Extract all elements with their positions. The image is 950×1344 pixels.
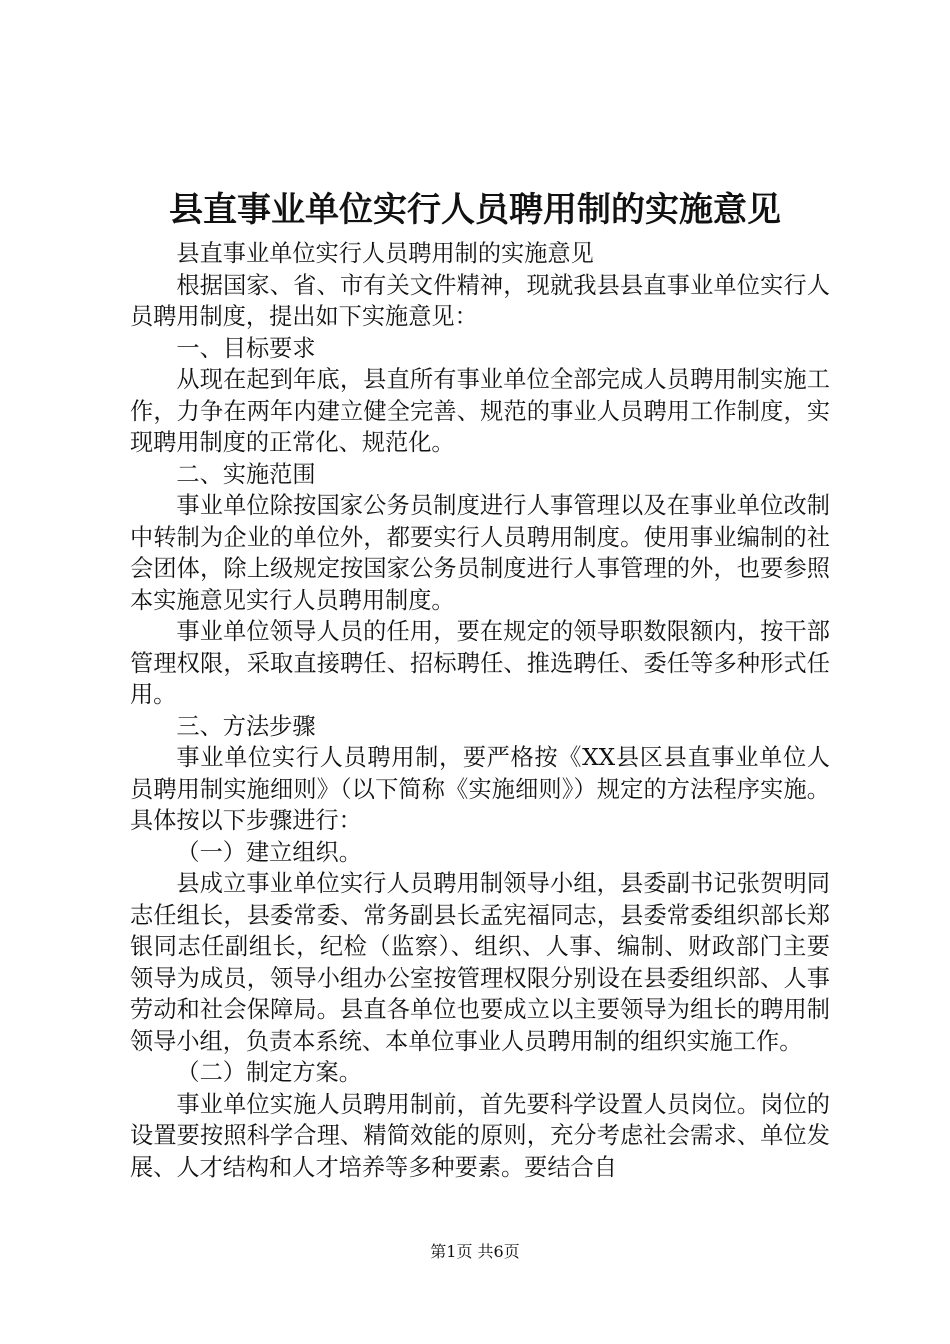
subsection-heading-plan: （二）制定方案。	[176, 1059, 362, 1086]
paragraph-goals: 从现在起到年底，县直所有事业单位全部完成人员聘用制实施工作，力争在两年内建立健全完善、规范的事业人员聘用工作制度，实现聘用制度的正常化、规范化。	[130, 366, 830, 456]
paragraph-scope: 事业单位除按国家公务员制度进行人事管理以及在事业单位改制中转制为企业的单位外，都要实行人员聘用制度。使用事业编制的社会团体，除上级规定按国家公务员制度进行人事管理的外，也要参照本实施意见实行人员聘用制度。	[130, 492, 830, 614]
paragraph-subtitle: 县直事业单位实行人员聘用制的实施意见	[176, 240, 594, 267]
page-title: 县直事业单位实行人员聘用制的实施意见	[169, 190, 781, 230]
section-heading-goals: 一、目标要求	[176, 334, 316, 362]
paragraph-intro: 根据国家、省、市有关文件精神，现就我县县直事业单位实行人员聘用制度，提出如下实施意见：	[130, 271, 830, 330]
document-body	[130, 238, 830, 1183]
paragraph-plan: 事业单位实施人员聘用制前，首先要科学设置人员岗位。岗位的设置要按照科学合理、精简效能的原则，充分考虑社会需求、单位发展、人才结构和人才培养等多种要素。要结合自	[130, 1090, 830, 1181]
section-heading-steps: 三、方法步骤	[176, 712, 316, 740]
paragraph-steps: 事业单位实行人员聘用制，要严格按《XX县区县直事业单位人员聘用制实施细则》（以下简称《实施细则》）规定的方法程序实施。具体按以下步骤进行：	[130, 744, 830, 834]
page-number: 第1页 共6页	[430, 1242, 520, 1261]
paragraph-organization: 县成立事业单位实行人员聘用制领导小组，县委副书记张贺明同志任组长，县委常委、常务副县长孟宪福同志，县委常委组织部长郑银同志任副组长，纪检（监察）、组织、人事、编制、财政部门主要领导为成员，领导小组办公室按管理权限分别设在县委组织部、人事劳动和社会保障局。县直各单位也要成立以主要领导为组长的聘用制领导小组，负责本系统、本单位事业人员聘用制的组织实施工作。	[130, 870, 830, 1055]
subsection-heading-organization: （一）建立组织。	[176, 838, 362, 866]
paragraph-leadership: 事业单位领导人员的任用，要在规定的领导职数限额内，按干部管理权限，采取直接聘任、招标聘任、推选聘任、委任等多种形式任用。	[130, 618, 830, 708]
section-heading-scope: 二、实施范围	[176, 460, 316, 488]
